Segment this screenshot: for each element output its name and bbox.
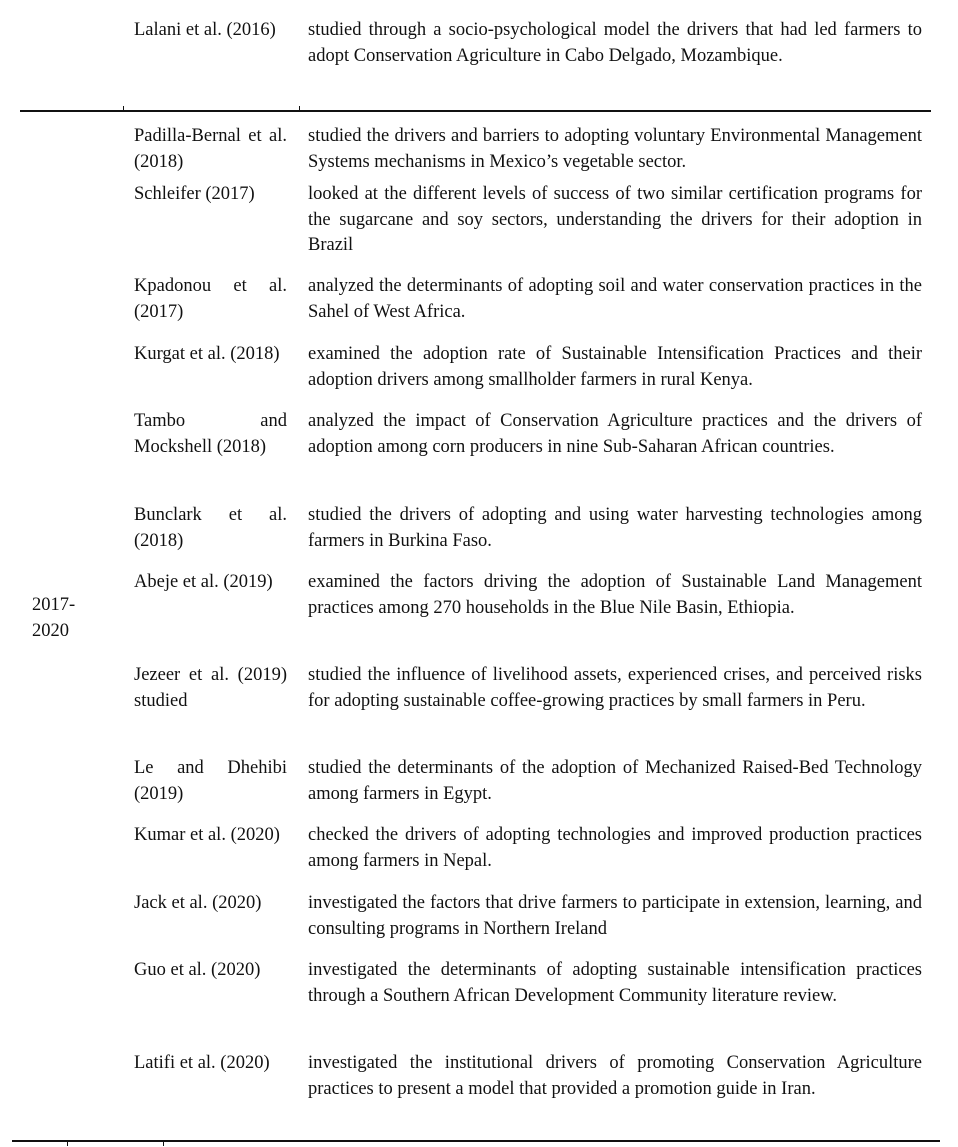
author-cell: Schleifer (2017)	[134, 184, 255, 204]
description-cell: studied the influence of livelihood assets, experienced crises, and perceived risks for adopting sustainable coffee-growing practices by small farmers in Peru.	[308, 665, 922, 711]
description-cell: investigated the factors that drive farmers to participate in extension, learning, and consulting programs in Northern Ireland	[308, 893, 922, 939]
column-tick	[163, 1141, 164, 1146]
column-tick	[299, 106, 300, 111]
period-start: 2017-	[32, 595, 76, 615]
column-tick	[67, 1141, 68, 1146]
author-cell: Kurgat et al. (2018)	[134, 344, 280, 364]
author-cell: Padilla-Bernal et al. (2018)	[134, 126, 287, 172]
description-cell: studied the drivers of adopting and using water harvesting technologies among farmers in Burkina Faso.	[308, 505, 922, 551]
author-cell: Guo et al. (2020)	[134, 960, 261, 980]
author-cell: Tambo and Mockshell (2018)	[134, 411, 287, 457]
column-tick	[123, 106, 124, 111]
description-cell: looked at the different levels of success of two similar certification programs for the sugarcane and soy sectors, understanding the drivers for their adoption in Brazil	[308, 184, 922, 255]
author-cell: Le and Dhehibi (2019)	[134, 758, 287, 804]
author-cell: Lalani et al. (2016)	[134, 20, 276, 40]
author-cell: Bunclark et al. (2018)	[134, 505, 287, 551]
author-cell: Latifi et al. (2020)	[134, 1053, 270, 1073]
description-cell: analyzed the determinants of adopting soil and water conservation practices in the Sahel of West Africa.	[308, 276, 922, 322]
description-cell: checked the drivers of adopting technologies and improved production practices among farmers in Nepal.	[308, 825, 922, 871]
table-bottom-rule	[12, 1140, 940, 1142]
section-divider-top	[20, 110, 931, 112]
author-cell: Jack et al. (2020)	[134, 893, 262, 913]
author-cell: Kpadonou et al. (2017)	[134, 276, 287, 322]
description-cell: studied the determinants of the adoption of Mechanized Raised-Bed Technology among farmers in Egypt.	[308, 758, 922, 804]
description-cell: analyzed the impact of Conservation Agriculture practices and the drivers of adoption among corn producers in nine Sub-Saharan African countries.	[308, 411, 922, 457]
description-cell: investigated the determinants of adopting sustainable intensification practices through a Southern African Development Community literature review.	[308, 960, 922, 1006]
author-cell: Abeje et al. (2019)	[134, 572, 273, 592]
period-cell	[32, 593, 112, 644]
author-cell: Kumar et al. (2020)	[134, 825, 280, 845]
description-cell: examined the adoption rate of Sustainable Intensification Practices and their adoption drivers among smallholder farmers in rural Kenya.	[308, 344, 922, 390]
period-end: 2020	[32, 620, 69, 641]
description-cell: studied the drivers and barriers to adopting voluntary Environmental Management Systems mechanisms in Mexico’s vegetable sector.	[308, 126, 922, 172]
description-cell: studied through a socio-psychological model the drivers that had led farmers to adopt Conservation Agriculture in Cabo Delgado, Mozambique.	[308, 20, 922, 66]
description-cell: examined the factors driving the adoption of Sustainable Land Management practices among 270 households in the Blue Nile Basin, Ethiopia.	[308, 572, 922, 618]
author-cell: Jezeer et al. (2019) studied	[134, 665, 287, 711]
description-cell: investigated the institutional drivers of promoting Conservation Agriculture practices to present a model that provided a promotion guide in Iran.	[308, 1053, 922, 1099]
